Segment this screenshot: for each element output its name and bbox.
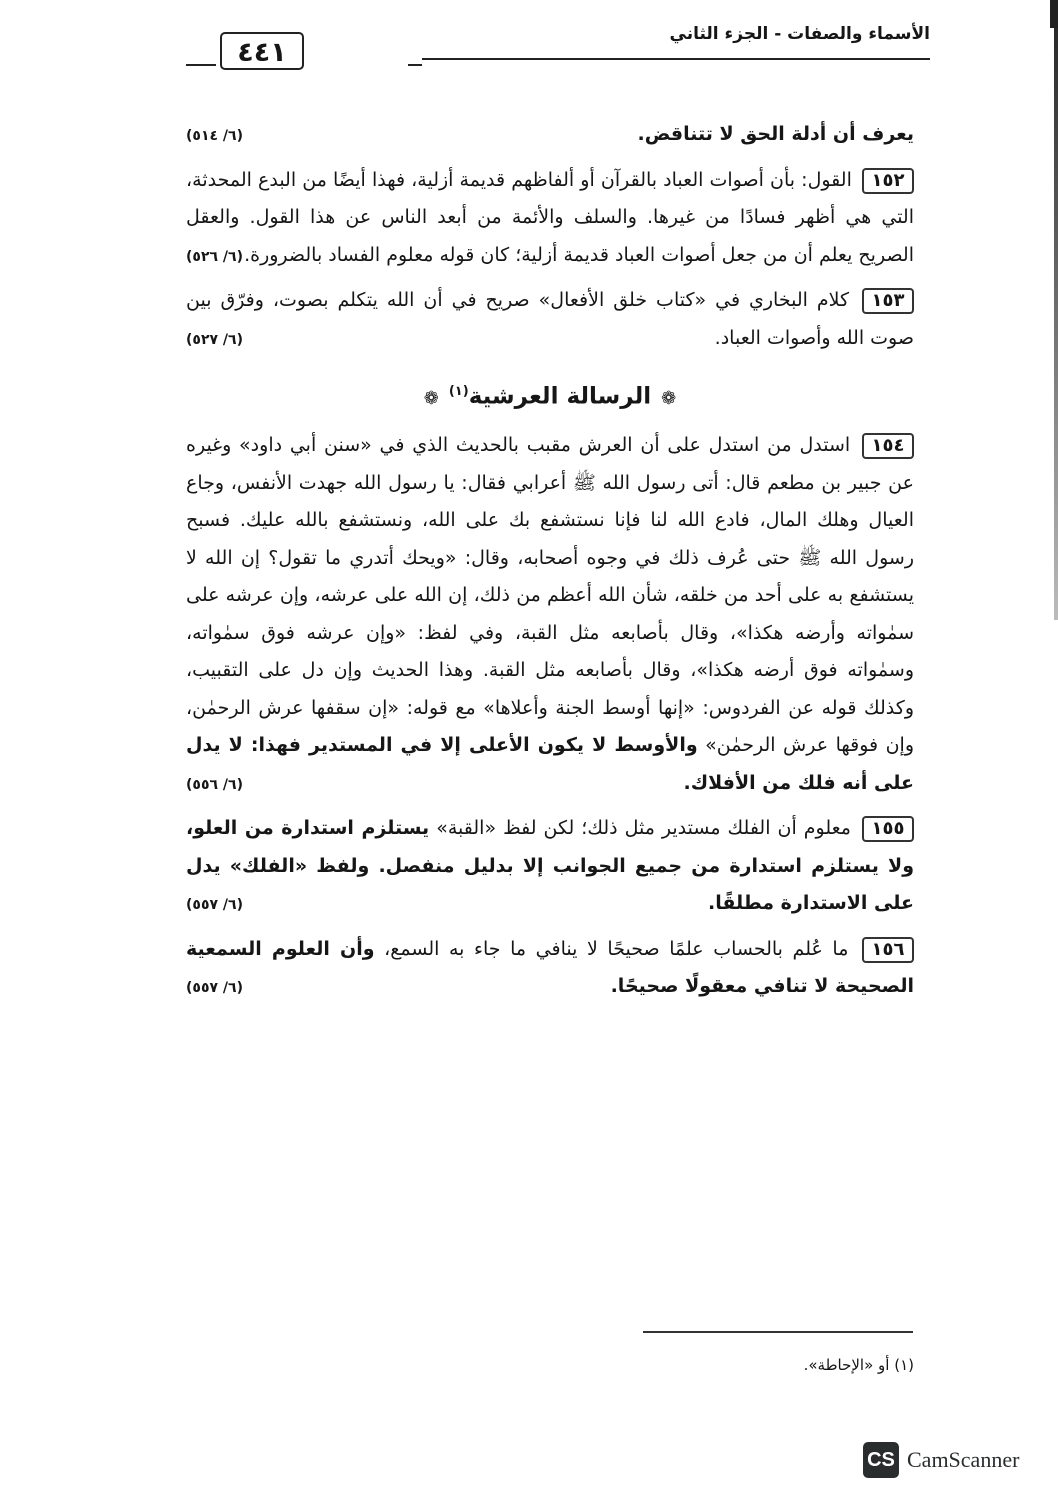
ornament-icon: ❁ xyxy=(661,387,677,409)
page-header xyxy=(186,14,930,74)
header-rule-short xyxy=(408,64,422,66)
page-edge-mark xyxy=(1050,0,1058,28)
entry-text: معلوم أن الفلك مستدير مثل ذلك؛ لكن لفظ «القبة» xyxy=(436,817,851,840)
source-reference: (٦/ ٥٥٦) xyxy=(186,776,243,793)
entry-text: استدل من استدل على أن العرش مقبب بالحديث الذي في «سنن أبي داود» وغيره عن جبير بن مطعم قال: أتى رسول الله ﷺ أعرابي فقال: يا رسول الله جهدت الأنفس، وجاع العيال وهلك المال، فادع الله لنا فإنا نستشفع بك على الله، ونستشفع بالله عليك. فسبح رسول الله ﷺ حتى عُرف ذلك في وجوه أصحابه، وقال: «ويحك أتدري ما تقول؟ إن الله لا يستشفع به على أحد من خلقه، شأن الله أعظم من ذلك، إن الله على عرشه، وإن عرشه على سمٰواته وأرضه هكذا»، وقال بأصابعه مثل القبة، وفي لفظ: «وإن عرشه فوق سمٰواته، وسمٰواته فوق أرضه هكذا»، وقال بأصابعه مثل القبة. وهذا الحديث وإن دل على التقبيب، وكذلك قوله عن الفردوس: «إنها أوسط الجنة وأعلاها» مع قوله: «إن سقفها عرش الرحمٰن، وإن فوقها عرش الرحمٰن» xyxy=(186,434,915,757)
entry-153 xyxy=(186,282,914,357)
section-title: الرسالة العرشية xyxy=(468,383,652,410)
entry-152 xyxy=(186,162,914,275)
entry-continuation xyxy=(186,116,914,154)
entry-text: يعرف أن أدلة الحق لا تتناقض. xyxy=(637,123,914,145)
entry-number: ١٥٦ xyxy=(862,937,914,963)
source-reference: (٦/ ٥٥٧) xyxy=(186,897,243,914)
camscanner-text: CamScanner xyxy=(907,1447,1020,1472)
section-heading xyxy=(186,373,914,417)
entry-text-bold: والأوسط لا يكون الأعلى إلا في المستدير فهذا: لا يدل على أنه فلك من الأفلاك. xyxy=(186,734,914,794)
page-body xyxy=(186,116,914,1014)
source-reference: (٦/ ٥١٤) xyxy=(186,128,243,144)
entry-number: ١٥٥ xyxy=(862,816,914,842)
entry-number: ١٥٢ xyxy=(862,168,914,194)
footnote: (١) أو «الإحاطة». xyxy=(803,1356,914,1374)
header-rule-left xyxy=(186,64,216,66)
camscanner-logo-icon: CS xyxy=(863,1442,899,1478)
source-reference: (٦/ ٥٢٧) xyxy=(186,331,243,348)
entry-155 xyxy=(186,810,914,923)
camscanner-watermark xyxy=(863,1442,1019,1478)
entry-text-bold: يستلزم استدارة من العلو، ولا يستلزم استدارة من جميع الجوانب إلا بدليل منفصل. ولفظ «الفلك» يدل على الاستدارة مطلقًا. xyxy=(186,817,914,915)
source-reference: (٦/ ٥٢٦) xyxy=(186,248,243,265)
entry-number: ١٥٤ xyxy=(862,433,914,459)
entry-154 xyxy=(186,427,914,802)
ornament-icon: ❁ xyxy=(423,387,439,409)
entry-156 xyxy=(186,931,914,1006)
entry-text: ما عُلم بالحساب علمًا صحيحًا لا ينافي ما جاء به السمع، xyxy=(384,937,849,960)
footnote-separator xyxy=(643,1331,913,1333)
footnote-marker: (١) xyxy=(448,384,469,399)
page-edge-shadow xyxy=(1054,0,1058,620)
entry-text: القول: بأن أصوات العباد بالقرآن أو ألفاظهم قديمة أزلية، فهذا أيضًا من البدع المحدثة، التي هي أظهر فسادًا من غيرها. والسلف والأئمة من أبعد الناس عن هذا القول. والعقل الصريح يعلم أن من جعل أصوات العباد قديمة أزلية؛ كان قوله معلوم الفساد بالضرورة. xyxy=(186,168,914,266)
entry-text: كلام البخاري في «كتاب خلق الأفعال» صريح في أن الله يتكلم بصوت، وفرّق بين صوت الله وأصوات العباد. xyxy=(186,289,914,349)
header-rule xyxy=(422,58,930,60)
page-number: ٤٤١ xyxy=(220,32,304,70)
entry-number: ١٥٣ xyxy=(862,288,914,314)
source-reference: (٦/ ٥٥٧) xyxy=(186,980,243,997)
entry-text-bold: وأن العلوم السمعية الصحيحة لا تنافي معقولًا صحيحًا. xyxy=(186,937,914,998)
running-title: الأسماء والصفات - الجزء الثاني xyxy=(669,24,930,44)
